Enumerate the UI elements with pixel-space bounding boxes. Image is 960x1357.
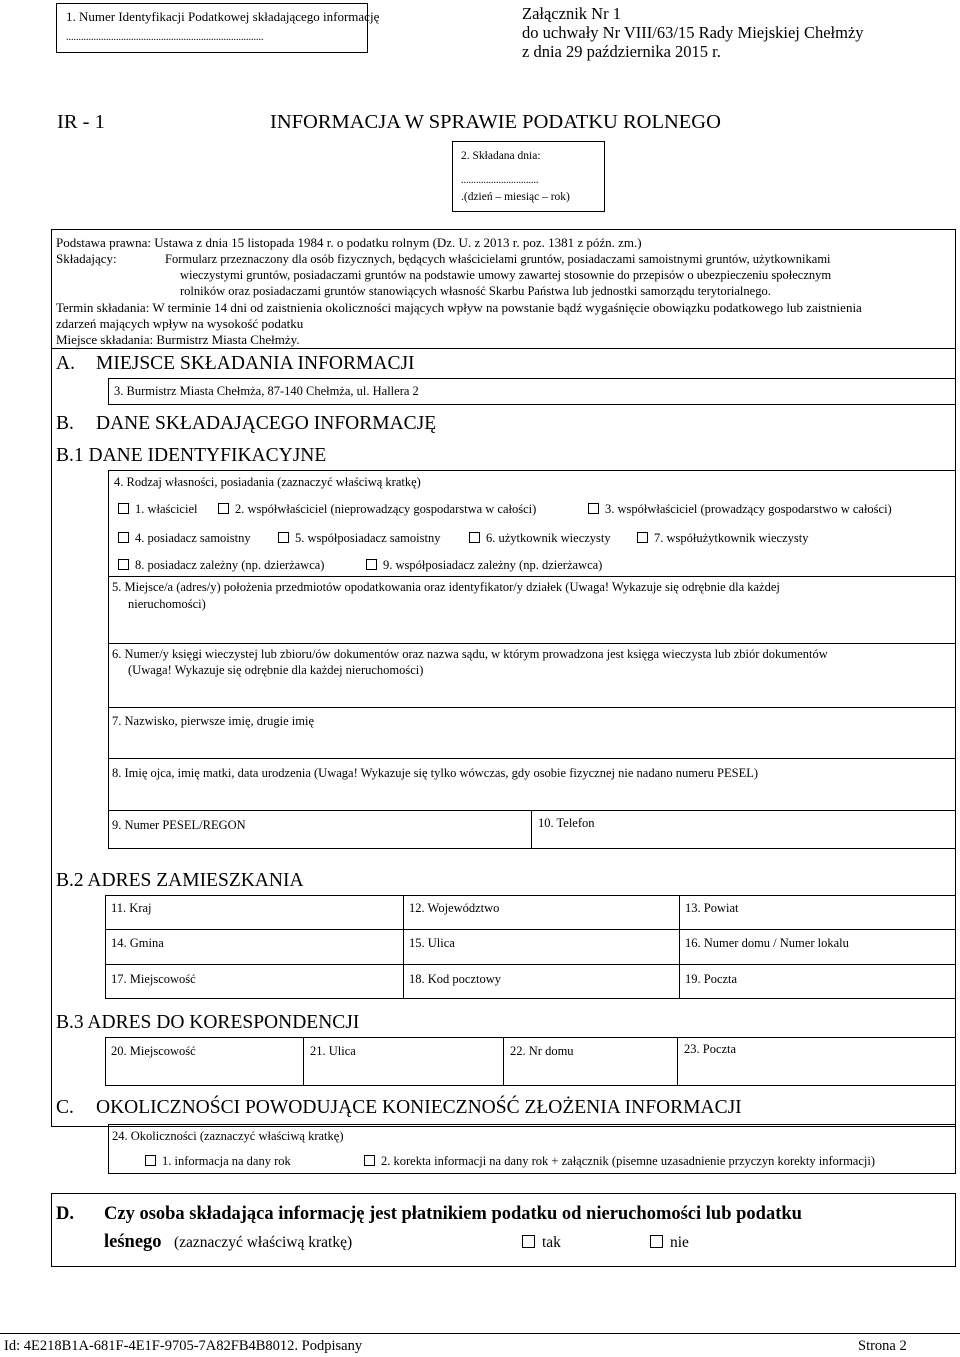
divider [679,895,680,999]
field-7: 7. Nazwisko, pierwsze imię, drugie imię [112,714,315,728]
field-13: 13. Powiat [685,901,739,915]
divider [531,810,532,849]
skladajacy-line2: wieczystymi gruntów, posiadaczami gruntów na podstawie umowy zawartej stosownie do przepisów o ubezpieczeniu społecznym [180,268,832,282]
divider [303,1037,304,1086]
option-1[interactable]: 1. właściciel [118,502,197,517]
section-c-title: OKOLICZNOŚCI POWODUJĄCE KONIECZNOŚĆ ZŁOŻENIA INFORMACJI [96,1097,742,1118]
field-18: 18. Kod pocztowy [409,972,501,986]
divider [105,929,956,930]
divider [677,1037,678,1086]
form-title: INFORMACJA W SPRAWIE PODATKU ROLNEGO [270,111,721,133]
field-4-label: 4. Rodzaj własności, posiadania (zaznaczyć właściwą kratkę) [114,475,421,489]
checkbox[interactable] [118,503,129,514]
section-d-question: Czy osoba składająca informację jest płatnikiem podatku od nieruchomości lub podatku [104,1204,802,1224]
field-8: 8. Imię ojca, imię matki, data urodzenia (Uwaga! Wykazuje się tylko wówczas, gdy osobie fizycznej nie nadano numeru PESEL) [112,766,759,780]
checkbox[interactable] [118,559,129,570]
section-d-question-l2: leśnego [104,1232,162,1252]
field-16: 16. Numer domu / Numer lokalu [685,936,849,950]
option-5[interactable]: 5. współposiadacz samoistny [278,531,440,546]
answer-yes[interactable]: tak [522,1234,561,1252]
checkbox[interactable] [522,1235,535,1248]
field-6-line2: (Uwaga! Wykazuje się odrębnie dla każdej nieruchomości) [128,663,424,677]
divider [108,810,956,811]
checkbox[interactable] [218,503,229,514]
field-14: 14. Gmina [111,936,164,950]
section-b1-title: B.1 DANE IDENTYFIKACYJNE [56,445,327,466]
field-12: 12. Województwo [409,901,500,915]
termin-line2: zdarzeń mających wpływ na wysokość podatku [56,316,304,331]
option-4[interactable]: 4. posiadacz samoistny [118,531,251,546]
divider [51,348,956,349]
section-b2-title: B.2 ADRES ZAMIESZKANIA [56,870,304,891]
field-15: 15. Ulica [409,936,455,950]
field-9: 9. Numer PESEL/REGON [112,818,246,832]
divider [108,643,956,644]
field-5-line1: 5. Miejsce/a (adres/y) położenia przedmiotów opodatkowania oraz identyfikator/y działek (Uwaga! Wykazuje się odrębnie dla każdej [112,580,780,594]
field-20: 20. Miejscowość [111,1044,196,1058]
divider [108,707,956,708]
skladajacy-line1: Formularz przeznaczony dla osób fizycznych, będących właścicielami gruntów, posiadaczami samoistnymi gruntów, użytkownikami [165,252,831,266]
attachment-line3: z dnia 29 października 2015 r. [522,42,721,61]
divider [503,1037,504,1086]
section-d-hint: (zaznaczyć właściwą kratkę) [174,1234,353,1251]
divider [403,895,404,999]
podstawa-prawna: Podstawa prawna: Ustawa z dnia 15 listopada 1984 r. o podatku rolnym (Dz. U. z 2013 r. poz. 1381 z późn. zm.) [56,235,642,250]
section-c-letter: C. [56,1097,74,1118]
checkbox[interactable] [469,532,480,543]
checkbox[interactable] [364,1155,375,1166]
section-b-title: DANE SKŁADAJĄCEGO INFORMACJĘ [96,413,437,434]
date-label: 2. Składana dnia: [461,150,541,162]
miejsce-skladania: Miejsce składania: Burmistrz Miasta Chełmży. [56,332,300,347]
field-21: 21. Ulica [310,1044,356,1058]
field-23: 23. Poczta [684,1042,737,1056]
option-6[interactable]: 6. użytkownik wieczysty [469,531,611,546]
field-6-line1: 6. Numer/y księgi wieczystej lub zbioru/ów dokumentów oraz nazwa sądu, w którym prowadzona jest księga wieczysta lub zbiór dokumentów [112,647,828,661]
field-3: 3. Burmistrz Miasta Chełmża, 87-140 Chełmża, ul. Hallera 2 [114,384,419,398]
option-3[interactable]: 3. współwłaściciel (prowadzący gospodarstwo w całości) [588,502,892,517]
nip-label: 1. Numer Identyfikacji Podatkowej składającego informację [66,9,380,24]
checkbox[interactable] [118,532,129,543]
divider [108,576,956,577]
field-22: 22. Nr domu [510,1044,574,1058]
form-code: IR - 1 [57,111,105,133]
attachment-line1: Załącznik Nr 1 [522,4,621,23]
skladajacy-label: Składający: [56,251,117,266]
section-b-letter: B. [56,413,74,434]
option-9[interactable]: 9. współposiadacz zależny (np. dzierżawca) [366,558,602,573]
field-19: 19. Poczta [685,972,738,986]
circumstance-option-2[interactable]: 2. korekta informacji na dany rok + załącznik (pisemne uzasadnienie przyczyn korekty informacji) [364,1154,875,1169]
section-a-title: MIEJSCE SKŁADANIA INFORMACJI [96,353,415,374]
checkbox[interactable] [366,559,377,570]
option-8[interactable]: 8. posiadacz zależny (np. dzierżawca) [118,558,324,573]
divider [105,964,956,965]
divider [108,758,956,759]
section-a-letter: A. [56,353,75,374]
field-24-label: 24. Okoliczności (zaznaczyć właściwą kratkę) [112,1129,344,1143]
field-17: 17. Miejscowość [111,972,196,986]
option-7[interactable]: 7. współużytkownik wieczysty [637,531,809,546]
termin-line1: Termin składania: W terminie 14 dni od zaistnienia okoliczności mających wpływ na powstanie bądź wygaśnięcie obowiązku podatkowego lub zaistnienia [56,300,862,315]
section-d-letter: D. [56,1204,74,1224]
checkbox[interactable] [650,1235,663,1248]
checkbox[interactable] [637,532,648,543]
page-number: Strona 2 [858,1338,907,1354]
footer-rule [0,1333,960,1334]
document-id: Id: 4E218B1A-681F-4E1F-9705-7A82FB4B8012. Podpisany [4,1338,363,1354]
date-dots: ............................... [461,175,539,186]
field-10: 10. Telefon [538,816,595,830]
skladajacy-line3: rolników oraz posiadaczami gruntów stanowiących własność Skarbu Państwa lub jednostki samorządu terytorialnego. [180,284,771,298]
section-b3-title: B.3 ADRES DO KORESPONDENCJI [56,1012,360,1033]
checkbox[interactable] [145,1155,156,1166]
field-5-line2: nieruchomości) [128,597,206,611]
answer-no[interactable]: nie [650,1234,689,1252]
checkbox[interactable] [278,532,289,543]
attachment-line2: do uchwały Nr VIII/63/15 Rady Miejskiej Chełmży [522,23,864,42]
circumstance-option-1[interactable]: 1. informacja na dany rok [145,1154,291,1169]
checkbox[interactable] [588,503,599,514]
field-11: 11. Kraj [111,901,152,915]
option-2[interactable]: 2. współwłaściciel (nieprowadzący gospodarstwa w całości) [218,502,536,517]
date-hint: .(dzień – miesiąc – rok) [461,191,570,203]
nip-dots: ............................................................................... [66,32,264,43]
